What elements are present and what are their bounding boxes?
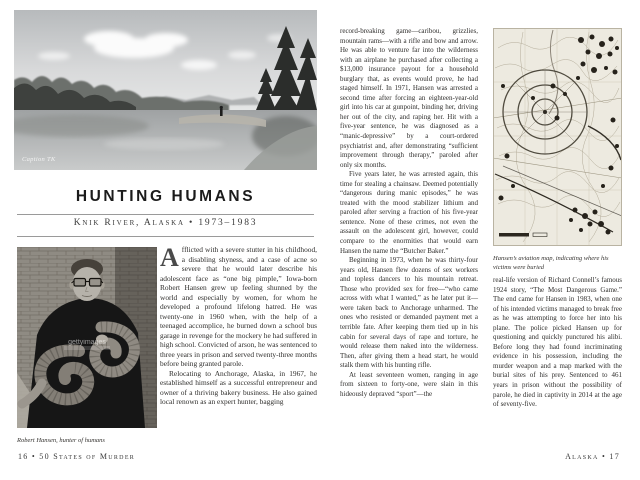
left-page (14, 0, 317, 480)
portrait-caption: Robert Hansen, hunter of humans (17, 437, 105, 444)
aviation-map-figure (493, 28, 622, 272)
paragraph: record-breaking game—caribou, grizzlies, mountain rams—with a rifle and bow and arrow. He was able to venture far into the wilderness with an airplane he purchased after collecting a $13,000 insurance payout for a household burglary that, as events would prove, he had staged himself. In 1971, Hansen was arrested a second time after forcing an eighteen-year-old girl into his car at gunpoint, binding her, driving her out of the city, and raping her. Hit with a five-year sentence, he was diagnosed as a “manic-depressive” by a court-ordered psychiatrist and, after demonstrating “sufficient improvement through therapy,” paroled after only six months. (340, 27, 478, 169)
chapter-subtitle: Knik River, Alaska • 1973–1983 (73, 218, 258, 228)
aviation-map-photo (493, 28, 622, 246)
divider-line (17, 236, 314, 237)
hansen-portrait-photo (17, 247, 157, 428)
paragraph: Relocating to Anchorage, Alaska, in 1967, he established himself as a successful entrepreneur and owner of a thriving bakery business. He also gained local renown as an expert hunter, bagging (160, 368, 317, 406)
right-page (340, 0, 622, 480)
right-page-column-1 (340, 27, 478, 399)
paragraph: Afflicted with a severe stutter in his childhood, a disabling shyness, and a case of acne so severe that he would later describe his adolescent face as “one big pimple,” Iowa-born Robert Hansen grew up feeling shunned by the world and especially by women, for whom he developed a profound lifelong hatred. He was twenty-one in 1960 when, with the help of a teenaged accomplice, he burned down a school bus garage in revenge for the mockery he had suffered in high school. Convicted of arson, he was sentenced to three years in prison and served twenty-three months before being granted parole. (160, 243, 317, 368)
chapter-title: HUNTING HUMANS (75, 188, 256, 205)
paragraph: At least seventeen women, ranging in age from sixteen to forty-one, were slain in this hideously depraved “sport”—the (340, 370, 478, 398)
paragraph: Beginning in 1973, when he was thirty-four years old, Hansen flew dozens of sex workers and topless dancers to his mountain retreat. Those who provided sex for free—“who came across with what I wanted,” as he later put it—were taken back to Anchorage unharmed. The ones who resisted or demanded payment met a terrible fate. After keeping them tied up in his cabin for several days of rape and torture, he would release them naked into the wilderness. Then, after giving them a head start, he would stalk them with his hunting rifle. (340, 256, 478, 370)
river-landscape-photo (14, 10, 317, 170)
left-page-text-column (160, 245, 317, 407)
page-footer-left: 16 • 50 States of Murder (18, 452, 136, 461)
paragraph: real-life version of Richard Connell’s famous 1924 story, “The Most Dangerous Game.” The end came for Hansen in 1983, when one of his intended victims managed to break free as he was attempting to force her into his plane. The police picked Hansen up for questioning and quickly punctured his alibi. Before long they had found incriminating evidence in his possession, including the murder weapon and a map marked with the burial sites of his prey. Sentenced to 461 years in prison without the possibility of parole, he died in captivity in 2014 at the age of seventy-five. (493, 276, 622, 409)
watermark-text: gettyimages (68, 339, 106, 346)
river-photo-figure (14, 10, 317, 170)
paragraph: Five years later, he was arrested again, this time for stealing a chainsaw. Deemed potentially “dangerous during manic episodes,” he was treated with the mood stabilizer lithium and paroled after serving a fraction of his five-year sentence. None of these crimes, not even the assault on the adolescent girl, however, could compare to the enormities that would earn Hansen the name the “Butcher Baker.” (340, 170, 478, 255)
page-footer-right: Alaska • 17 (565, 452, 620, 461)
map-caption: Hansen’s aviation map, indicating where his victims were buried (493, 255, 609, 271)
right-page-column-2 (493, 276, 622, 410)
photo-caption-overlay: Caption TK (22, 156, 56, 163)
divider-line (17, 214, 314, 215)
hansen-portrait-figure (17, 247, 157, 446)
